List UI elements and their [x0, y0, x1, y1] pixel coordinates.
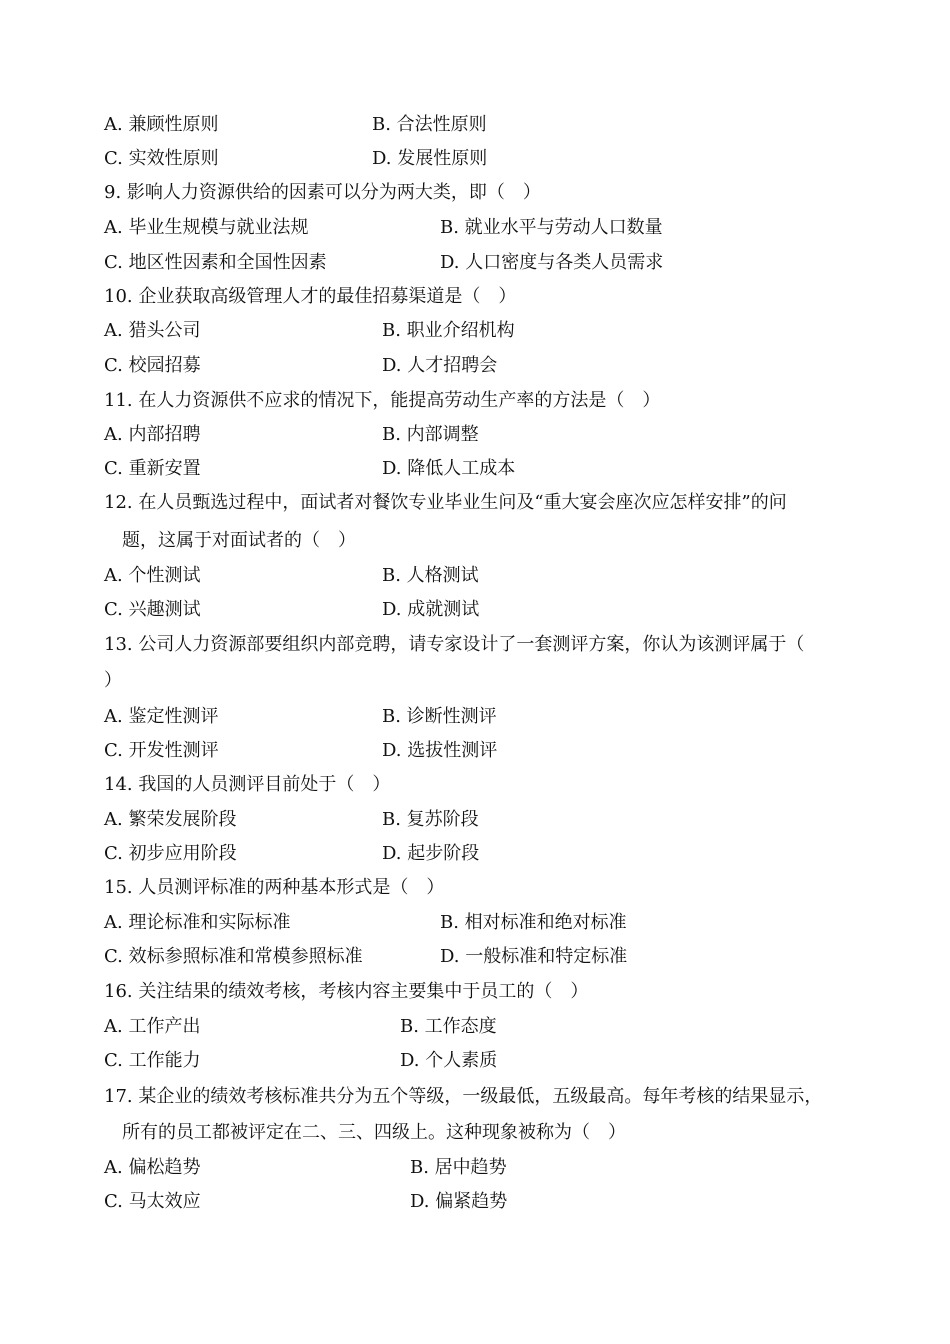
question-text: 13. 公司人力资源部要组织内部竞聘，请专家设计了一套测评方案，你认为该测评属于（ [104, 634, 805, 655]
option-c: C. 效标参照标准和常模参照标准 [104, 946, 363, 967]
option-a: A. 内部招聘 [104, 424, 201, 445]
option-c: C. 实效性原则 [104, 148, 219, 169]
option-a: A. 理论标准和实际标准 [104, 912, 291, 933]
option-c: C. 重新安置 [104, 458, 201, 479]
option-c: C. 开发性测评 [104, 740, 219, 761]
option-c: C. 工作能力 [104, 1050, 201, 1071]
option-b: B. 工作态度 [400, 1016, 497, 1037]
question-text: 10. 企业获取高级管理人才的最佳招募渠道是（ ） [104, 286, 517, 307]
question-text-continued: 题，这属于对面试者的（ ） [122, 530, 356, 551]
option-d: D. 偏紧趋势 [410, 1191, 508, 1212]
option-b: B. 就业水平与劳动人口数量 [440, 217, 663, 238]
question-text: 15. 人员测评标准的两种基本形式是（ ） [104, 877, 445, 898]
option-d: D. 人才招聘会 [382, 355, 498, 376]
question-text: 9. 影响人力资源供给的因素可以分为两大类，即（ ） [104, 182, 541, 203]
option-d: D. 发展性原则 [372, 148, 488, 169]
question-text: 16. 关注结果的绩效考核，考核内容主要集中于员工的（ ） [104, 981, 589, 1002]
option-a: A. 偏松趋势 [104, 1157, 201, 1178]
option-a: A. 兼顾性原则 [104, 114, 219, 135]
option-a: A. 鉴定性测评 [104, 706, 219, 727]
question-text: 14. 我国的人员测评目前处于（ ） [104, 774, 391, 795]
option-d: D. 人口密度与各类人员需求 [440, 252, 664, 273]
option-c: C. 初步应用阶段 [104, 843, 237, 864]
option-c: C. 地区性因素和全国性因素 [104, 252, 327, 273]
option-b: B. 复苏阶段 [382, 809, 479, 830]
option-c: C. 马太效应 [104, 1191, 201, 1212]
option-b: B. 居中趋势 [410, 1157, 507, 1178]
question-text: 17. 某企业的绩效考核标准共分为五个等级，一级最低，五级最高。每年考核的结果显示， [104, 1086, 823, 1107]
option-b: B. 相对标准和绝对标准 [440, 912, 627, 933]
option-b: B. 合法性原则 [372, 114, 487, 135]
option-b: B. 职业介绍机构 [382, 320, 515, 341]
option-b: B. 诊断性测评 [382, 706, 497, 727]
option-a: A. 毕业生规模与就业法规 [104, 217, 309, 238]
option-b: B. 人格测试 [382, 565, 479, 586]
option-d: D. 选拔性测评 [382, 740, 498, 761]
option-d: D. 成就测试 [382, 599, 480, 620]
option-d: D. 降低人工成本 [382, 458, 516, 479]
option-b: B. 内部调整 [382, 424, 479, 445]
option-a: A. 工作产出 [104, 1016, 201, 1037]
question-text-continued: ） [104, 670, 122, 691]
option-d: D. 个人素质 [400, 1050, 498, 1071]
option-a: A. 猎头公司 [104, 320, 201, 341]
option-d: D. 起步阶段 [382, 843, 480, 864]
option-a: A. 个性测试 [104, 565, 201, 586]
option-c: C. 兴趣测试 [104, 599, 201, 620]
option-c: C. 校园招募 [104, 355, 201, 376]
question-text-continued: 所有的员工都被评定在二、三、四级上。这种现象被称为（ ） [122, 1122, 626, 1143]
option-d: D. 一般标准和特定标准 [440, 946, 628, 967]
question-text: 12. 在人员甄选过程中，面试者对餐饮专业毕业生问及“重大宴会座次应怎样安排”的问 [104, 492, 787, 513]
option-a: A. 繁荣发展阶段 [104, 809, 237, 830]
question-text: 11. 在人力资源供不应求的情况下，能提高劳动生产率的方法是（ ） [104, 390, 661, 411]
